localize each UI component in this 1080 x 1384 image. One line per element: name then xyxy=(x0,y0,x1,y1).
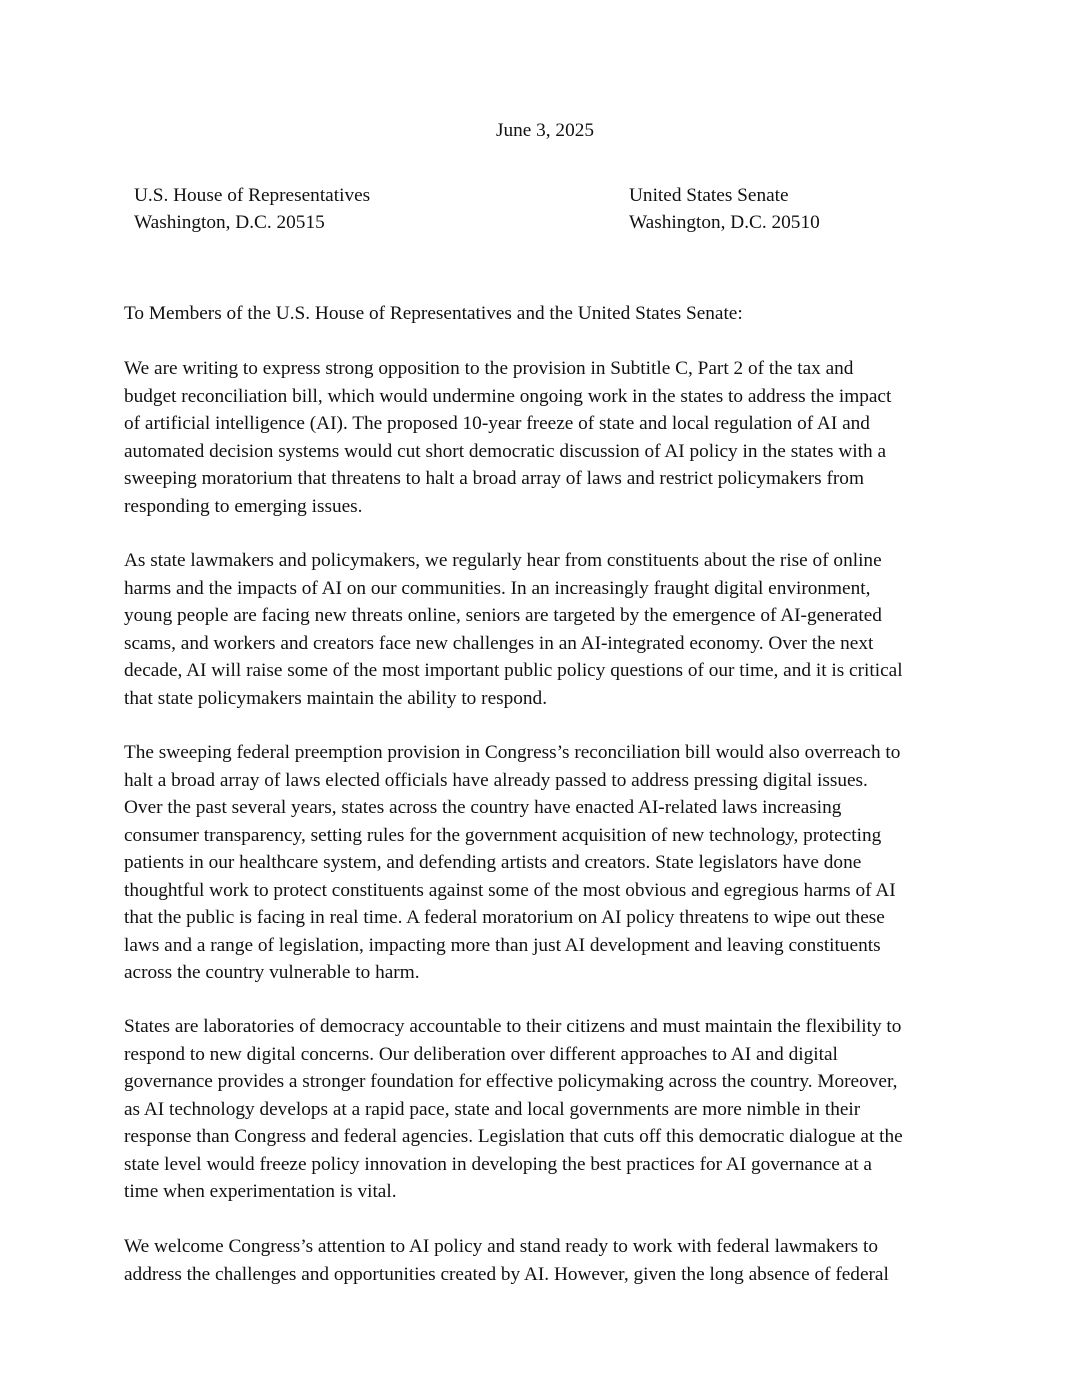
recipient-address: Washington, D.C. 20515 xyxy=(134,212,325,233)
recipient-address: Washington, D.C. 20510 xyxy=(629,212,820,233)
paragraph-line: time when experimentation is vital. xyxy=(124,1181,397,1202)
paragraph-line: address the challenges and opportunities created by AI. However, given the long absence of federal xyxy=(124,1263,889,1285)
paragraph-line: state level would freeze policy innovation in developing the best practices for AI governance at a xyxy=(124,1153,872,1175)
paragraph-laboratories xyxy=(124,1013,984,1206)
paragraph-preemption xyxy=(124,739,984,987)
paragraph-line: halt a broad array of laws elected officials have already passed to address pressing digital issues. xyxy=(124,769,868,791)
paragraph-line: respond to new digital concerns. Our deliberation over different approaches to AI and digital xyxy=(124,1043,838,1065)
paragraph-line: We are writing to express strong opposition to the provision in Subtitle C, Part 2 of the tax and xyxy=(124,358,854,379)
paragraph-line: consumer transparency, setting rules for the government acquisition of new technology, protecting xyxy=(124,824,882,846)
paragraph-opposition xyxy=(124,355,984,520)
paragraph-line: scams, and workers and creators face new challenges in an AI-integrated economy. Over the next xyxy=(124,632,874,654)
letter-date: June 3, 2025 xyxy=(495,120,594,141)
paragraph-line: sweeping moratorium that threatens to halt a broad array of laws and restrict policymakers from xyxy=(124,468,864,489)
paragraph-line: harms and the impacts of AI on our communities. In an increasingly fraught digital environment, xyxy=(124,577,871,599)
paragraph-line: thoughtful work to protect constituents against some of the most obvious and egregious harms of AI xyxy=(124,879,896,901)
paragraph-line: response than Congress and federal agencies. Legislation that cuts off this democratic dialogue at the xyxy=(124,1126,903,1147)
paragraph-welcome xyxy=(124,1233,984,1288)
paragraph-line: that the public is facing in real time. A federal moratorium on AI policy threatens to wipe out these xyxy=(124,907,885,928)
paragraph-line: Over the past several years, states across the country have enacted AI-related laws increasing xyxy=(124,797,842,818)
salutation: To Members of the U.S. House of Representatives and the United States Senate: xyxy=(124,303,743,324)
recipient-name: U.S. House of Representatives xyxy=(134,185,371,206)
paragraph-line: young people are facing new threats online, seniors are targeted by the emergence of AI-generated xyxy=(124,605,882,626)
paragraph-line: budget reconciliation bill, which would undermine ongoing work in the states to address the impact xyxy=(124,385,892,407)
recipient-senate xyxy=(629,182,820,236)
paragraph-line: as AI technology develops at a rapid pace, state and local governments are more nimble in their xyxy=(124,1098,861,1120)
paragraph-line: that state policymakers maintain the ability to respond. xyxy=(124,687,548,709)
paragraph-line: automated decision systems would cut short democratic discussion of AI policy in the states with a xyxy=(124,440,887,462)
paragraph-line: We welcome Congress’s attention to AI policy and stand ready to work with federal lawmakers to xyxy=(124,1236,878,1257)
paragraph-line: decade, AI will raise some of the most important public policy questions of our time, and it is critical xyxy=(124,660,903,681)
paragraph-line: The sweeping federal preemption provision in Congress’s reconciliation bill would also overreach to xyxy=(124,742,901,763)
paragraph-line: responding to emerging issues. xyxy=(124,495,363,517)
paragraph-line: of artificial intelligence (AI). The proposed 10-year freeze of state and local regulation of AI and xyxy=(124,413,870,434)
paragraph-line: States are laboratories of democracy accountable to their citizens and must maintain the flexibility to xyxy=(124,1016,902,1037)
paragraph-line: laws and a range of legislation, impacting more than just AI development and leaving constituents xyxy=(124,934,881,956)
paragraph-line: As state lawmakers and policymakers, we regularly hear from constituents about the rise of online xyxy=(124,550,882,571)
paragraph-constituents xyxy=(124,547,984,712)
paragraph-line: governance provides a stronger foundation for effective policymaking across the country. Moreover, xyxy=(124,1071,898,1092)
paragraph-line: across the country vulnerable to harm. xyxy=(124,962,420,983)
recipient-name: United States Senate xyxy=(629,185,789,206)
recipient-house xyxy=(134,182,370,236)
paragraph-line: patients in our healthcare system, and defending artists and creators. State legislators have done xyxy=(124,852,862,873)
